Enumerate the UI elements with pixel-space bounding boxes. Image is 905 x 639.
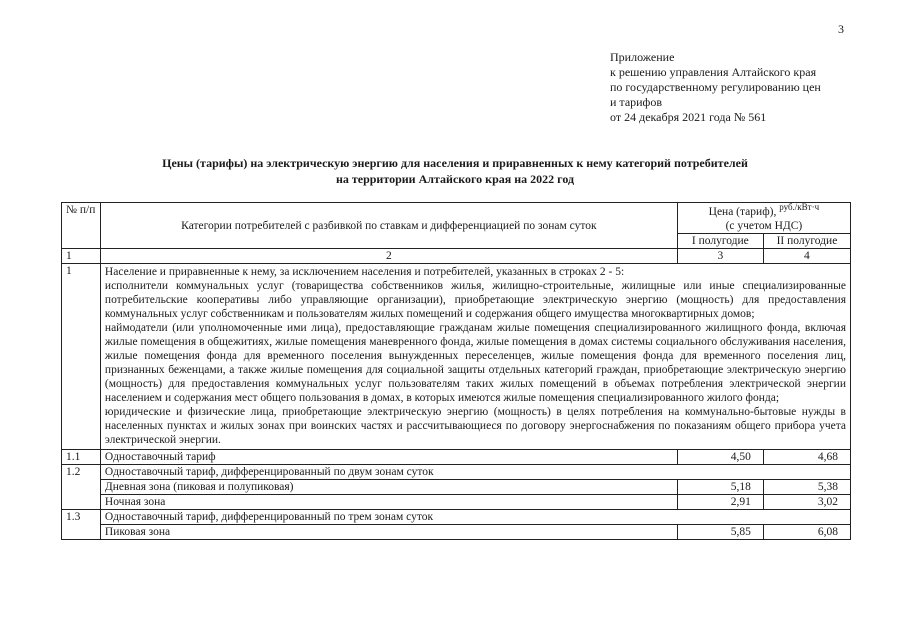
section-description <box>100 264 850 450</box>
tariff-table <box>61 202 851 540</box>
header-price-vat: (с учетом НДС) <box>725 220 803 232</box>
row-no: 1.1 <box>62 450 101 465</box>
column-number-row <box>62 249 851 264</box>
row-label: Дневная зона (пиковая и полупиковая) <box>100 480 677 495</box>
row-label: Одноставочный тариф, дифференцированный по двум зонам суток <box>100 465 850 480</box>
section-paragraph: наймодатели (или уполномоченные ими лица), предоставляющие гражданам жилые помещения специализированного жилищного фонда, включая жилые помещения в общежитиях, жилые помещения маневренного фонда, жилые помещения в домах системы социального обслуживания населения, жилые помещения фонда для временного поселения вынужденных переселенцев, жилые помещения фонда для временного поселения лиц, признанных беженцами, а также жилые помещения для социальной защиты отдельных категорий граждан, приобретающие электрическую энергию (мощность) для предоставления коммунальных услуг пользователям таких жилых помещений в объемах потребления электрической энергии населением и содержания мест общего пользования в домах, в которых имеются жилые помещения специализированного жилого фонда; <box>104 322 846 404</box>
title-line: Цены (тарифы) на электрическую энергию для населения и приравненных к нему категорий потребителей <box>162 156 748 170</box>
row-price-h2: 3,02 <box>763 495 850 510</box>
col-number: 1 <box>62 249 101 264</box>
table-row <box>62 510 851 525</box>
header-price-label: Цена (тариф), <box>708 206 777 218</box>
page-number: 3 <box>838 22 844 36</box>
table-row <box>62 480 851 495</box>
appendix-block <box>610 50 821 125</box>
header-price-unit: руб./кВт·ч <box>779 202 820 213</box>
appendix-line: и тарифов <box>610 95 663 109</box>
col-number: 4 <box>763 249 850 264</box>
document-title <box>60 155 850 187</box>
row-price-h1: 5,85 <box>677 525 763 540</box>
title-line: на территории Алтайского края на 2022 год <box>335 172 575 186</box>
appendix-line: Приложение <box>610 50 675 64</box>
row-no: 1.2 <box>62 465 101 510</box>
row-price-h2: 4,68 <box>763 450 850 465</box>
row-label: Ночная зона <box>100 495 677 510</box>
col-number: 2 <box>100 249 677 264</box>
row-price-h1: 2,91 <box>677 495 763 510</box>
section-paragraph: юридические и физические лица, приобретающие электрическую энергию (мощность) в целях потребления на коммунально-бытовые нужды в населенных пунктах и жилых зонах при воинских частях и рассчитывающиеся по договору энергоснабжения по показаниям общего прибора учета электрической энергии. <box>104 406 846 446</box>
row-price-h1: 4,50 <box>677 450 763 465</box>
row-price-h2: 5,38 <box>763 480 850 495</box>
section-no: 1 <box>62 264 101 450</box>
row-label: Пиковая зона <box>100 525 677 540</box>
header-no: № п/п <box>62 203 101 249</box>
table-row <box>62 465 851 480</box>
table-row <box>62 495 851 510</box>
row-price-h2: 6,08 <box>763 525 850 540</box>
header-category: Категории потребителей с разбивкой по ставкам и дифференциацией по зонам суток <box>100 203 677 249</box>
row-label: Одноставочный тариф, дифференцированный по трем зонам суток <box>100 510 850 525</box>
header-half2: II полугодие <box>763 234 850 249</box>
appendix-line: к решению управления Алтайского края <box>610 65 817 79</box>
appendix-line: от 24 декабря 2021 года № 561 <box>610 110 767 124</box>
col-number: 3 <box>677 249 763 264</box>
header-price <box>677 203 850 234</box>
section-paragraph: исполнители коммунальных услуг (товарищества собственников жилья, жилищно-строительные, жилищные или иные специализированные потребительские кооперативы либо управляющие организации), приобретающие электрическую энергию (мощность) для предоставления коммунальных услуг собственникам и пользователям жилых помещений и содержания общего имущества многоквартирных домов; <box>104 280 846 320</box>
section-paragraph: Население и приравненные к нему, за исключением населения и потребителей, указанных в строках 2 - 5: <box>104 266 625 278</box>
header-half1: I полугодие <box>677 234 763 249</box>
row-label: Одноставочный тариф <box>100 450 677 465</box>
section-row <box>62 264 851 450</box>
row-no: 1.3 <box>62 510 101 540</box>
table-row <box>62 450 851 465</box>
appendix-line: по государственному регулированию цен <box>610 80 821 94</box>
table-row <box>62 525 851 540</box>
row-price-h1: 5,18 <box>677 480 763 495</box>
table-header-row <box>62 203 851 234</box>
